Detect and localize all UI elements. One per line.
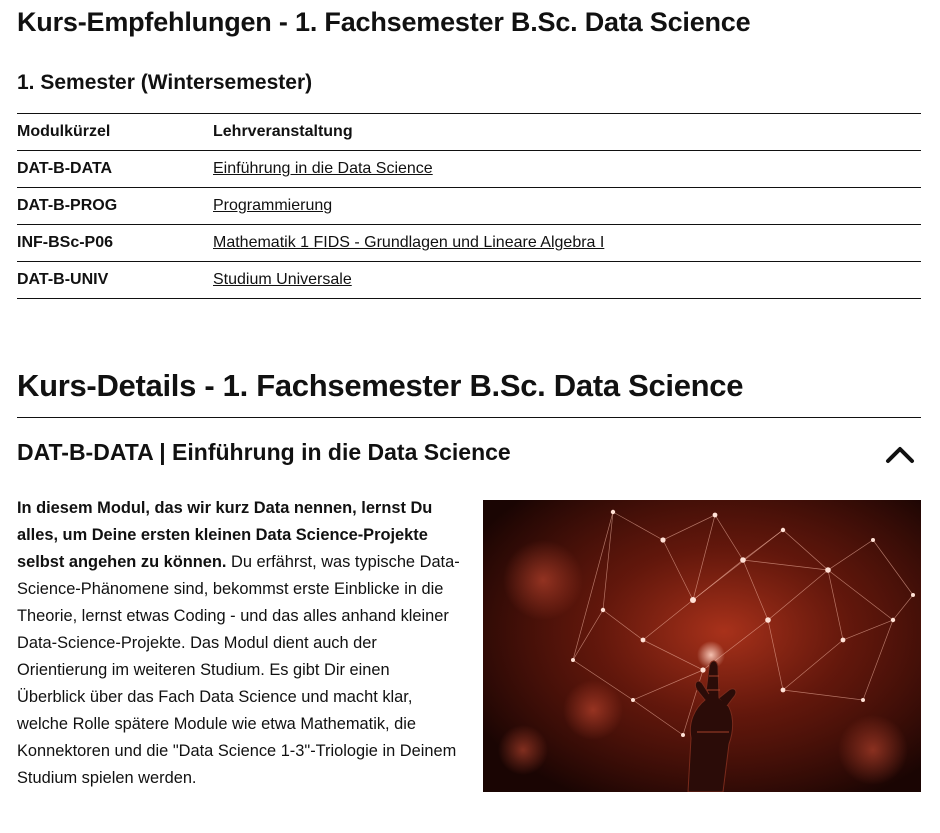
course-link[interactable]: Einführung in die Data Science xyxy=(213,160,433,177)
description-intro: In diesem Modul, das wir kurz Data nennen, lernst Du alles, um Deine ersten kleinen Data Science-Projekte selbst angehen zu können. xyxy=(17,499,433,571)
column-header-course: Lehrveranstaltung xyxy=(213,114,921,151)
course-table xyxy=(17,113,921,299)
semester-heading: 1. Semester (Wintersemester) xyxy=(17,71,313,94)
course-cell xyxy=(213,225,921,262)
course-cell xyxy=(213,262,921,299)
module-code: INF-BSc-P06 xyxy=(17,225,213,262)
table-row xyxy=(17,262,921,299)
chevron-up-icon[interactable] xyxy=(885,444,915,464)
module-code: DAT-B-PROG xyxy=(17,188,213,225)
details-title: Kurs-Details - 1. Fachsemester B.Sc. Data Science xyxy=(17,368,744,403)
course-link[interactable]: Studium Universale xyxy=(213,271,352,288)
description-body: Du erfährst, was typische Data-Science-Phänomene sind, bekommst erste Einblicke in die Theorie, lernst etwas Coding - und das alles anhand kleiner Data-Science-Projekte. Das Modul dient auch der Orientierung im weiteren Studium. Es gibt Dir einen Überblick über das Fach Data Science und macht klar, welche Rolle spätere Module wie etwa Mathematik, die Konnektoren und die "Data Science 1-3"-Triologie in Deinem Studium spielen werden. xyxy=(17,553,460,787)
table-header-row xyxy=(17,114,921,151)
course-link[interactable]: Programmierung xyxy=(213,197,333,214)
table-row xyxy=(17,225,921,262)
course-link[interactable]: Mathematik 1 FIDS - Grundlagen und Lineare Algebra I xyxy=(213,234,605,251)
robot-hand-network-image xyxy=(483,500,921,792)
module-code: DAT-B-UNIV xyxy=(17,262,213,299)
network-illustration xyxy=(483,500,921,792)
module-description xyxy=(17,495,462,792)
table-row xyxy=(17,151,921,188)
divider xyxy=(17,417,921,418)
recommendations-title: Kurs-Empfehlungen - 1. Fachsemester B.Sc. Data Science xyxy=(17,7,751,37)
table-row xyxy=(17,188,921,225)
course-cell xyxy=(213,151,921,188)
column-header-code: Modulkürzel xyxy=(17,114,213,151)
module-code: DAT-B-DATA xyxy=(17,151,213,188)
course-cell xyxy=(213,188,921,225)
accordion-title[interactable]: DAT-B-DATA | Einführung in die Data Science xyxy=(17,439,511,465)
